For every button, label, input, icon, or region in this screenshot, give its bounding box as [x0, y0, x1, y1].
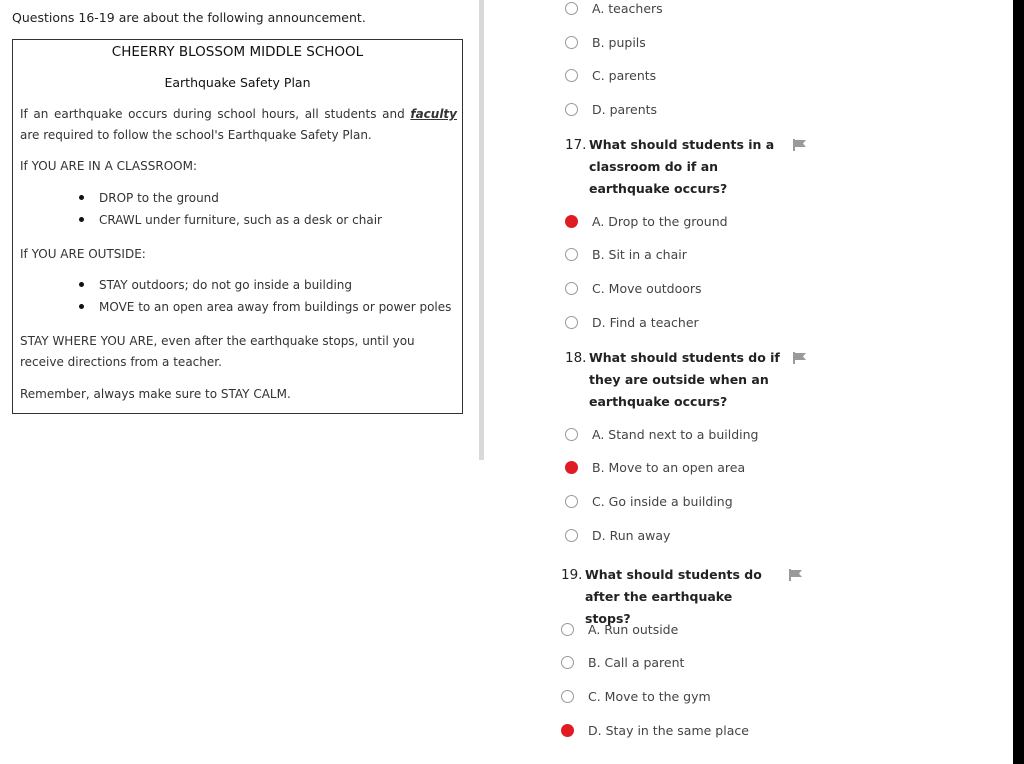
classroom-bullet-list: [79, 187, 382, 231]
radio-button[interactable]: [565, 36, 578, 49]
option-label: A. teachers: [592, 1, 663, 16]
question-18-text: What should students do if they are outside when an earthquake occurs?: [589, 350, 780, 409]
radio-button[interactable]: [565, 529, 578, 542]
instruction-text: Questions 16-19 are about the following announcement.: [12, 10, 366, 25]
radio-button-selected[interactable]: [565, 215, 578, 228]
intro-text-end: are required to follow the school's Earthquake Safety Plan.: [20, 128, 372, 142]
option-label: D. Find a teacher: [592, 315, 699, 330]
outside-bullet: MOVE to an open area away from buildings or power poles: [79, 296, 451, 318]
radio-button[interactable]: [565, 2, 578, 15]
stay-instruction: STAY WHERE YOU ARE, even after the earthquake stops, until you receive directions from a teacher.: [20, 334, 415, 369]
option-label: C. parents: [592, 68, 657, 83]
question-18-number: 18.: [565, 350, 587, 366]
option-label: D. parents: [592, 102, 658, 117]
classroom-bullet: DROP to the ground: [79, 187, 382, 209]
option-label: B. Call a parent: [588, 655, 685, 670]
radio-button[interactable]: [561, 623, 574, 636]
radio-button-selected[interactable]: [565, 461, 578, 474]
radio-button[interactable]: [565, 103, 578, 116]
question-17-number: 17.: [565, 137, 587, 153]
intro-text-faculty: faculty: [410, 107, 457, 121]
option-label: A. Drop to the ground: [592, 214, 728, 229]
radio-button[interactable]: [565, 248, 578, 261]
option-label: D. Run away: [592, 528, 671, 543]
outside-bullet: STAY outdoors; do not go inside a building: [79, 274, 451, 296]
flag-icon[interactable]: [793, 352, 807, 364]
intro-text-start: If an earthquake occurs during school hours, all students and: [20, 107, 411, 121]
radio-button[interactable]: [565, 495, 578, 508]
announcement-intro: [20, 104, 457, 146]
radio-button[interactable]: [565, 282, 578, 295]
outside-bullet-list: [79, 274, 451, 318]
question-17-text: What should students in a classroom do if an earthquake occurs?: [589, 137, 775, 196]
option-label: C. Move to the gym: [588, 689, 711, 704]
radio-button[interactable]: [565, 428, 578, 441]
option-label: B. Sit in a chair: [592, 247, 687, 262]
panel-divider[interactable]: [479, 0, 484, 460]
option-label: D. Stay in the same place: [588, 723, 749, 738]
radio-button[interactable]: [565, 316, 578, 329]
announcement-box: [12, 39, 463, 414]
radio-button-selected[interactable]: [561, 724, 574, 737]
remember-note: Remember, always make sure to STAY CALM.: [20, 387, 291, 401]
radio-button[interactable]: [565, 69, 578, 82]
option-label: C. Move outdoors: [592, 281, 702, 296]
announcement-school-name: CHEERRY BLOSSOM MIDDLE SCHOOL: [111, 44, 364, 60]
outside-heading: If YOU ARE OUTSIDE:: [20, 247, 146, 261]
flag-icon[interactable]: [789, 569, 803, 581]
option-label: A. Stand next to a building: [592, 427, 759, 442]
classroom-heading: If YOU ARE IN A CLASSROOM:: [20, 159, 197, 173]
question-19-text: What should students do after the earthquake stops?: [585, 567, 762, 626]
option-label: C. Go inside a building: [592, 494, 733, 509]
radio-button[interactable]: [561, 690, 574, 703]
classroom-bullet: CRAWL under furniture, such as a desk or chair: [79, 209, 382, 231]
option-label: B. Move to an open area: [592, 460, 746, 475]
question-19-number: 19.: [561, 567, 583, 583]
radio-button[interactable]: [561, 656, 574, 669]
announcement-plan-title: Earthquake Safety Plan: [164, 75, 311, 90]
flag-icon[interactable]: [793, 139, 807, 151]
option-label: A. Run outside: [588, 622, 679, 637]
option-label: B. pupils: [592, 35, 646, 50]
